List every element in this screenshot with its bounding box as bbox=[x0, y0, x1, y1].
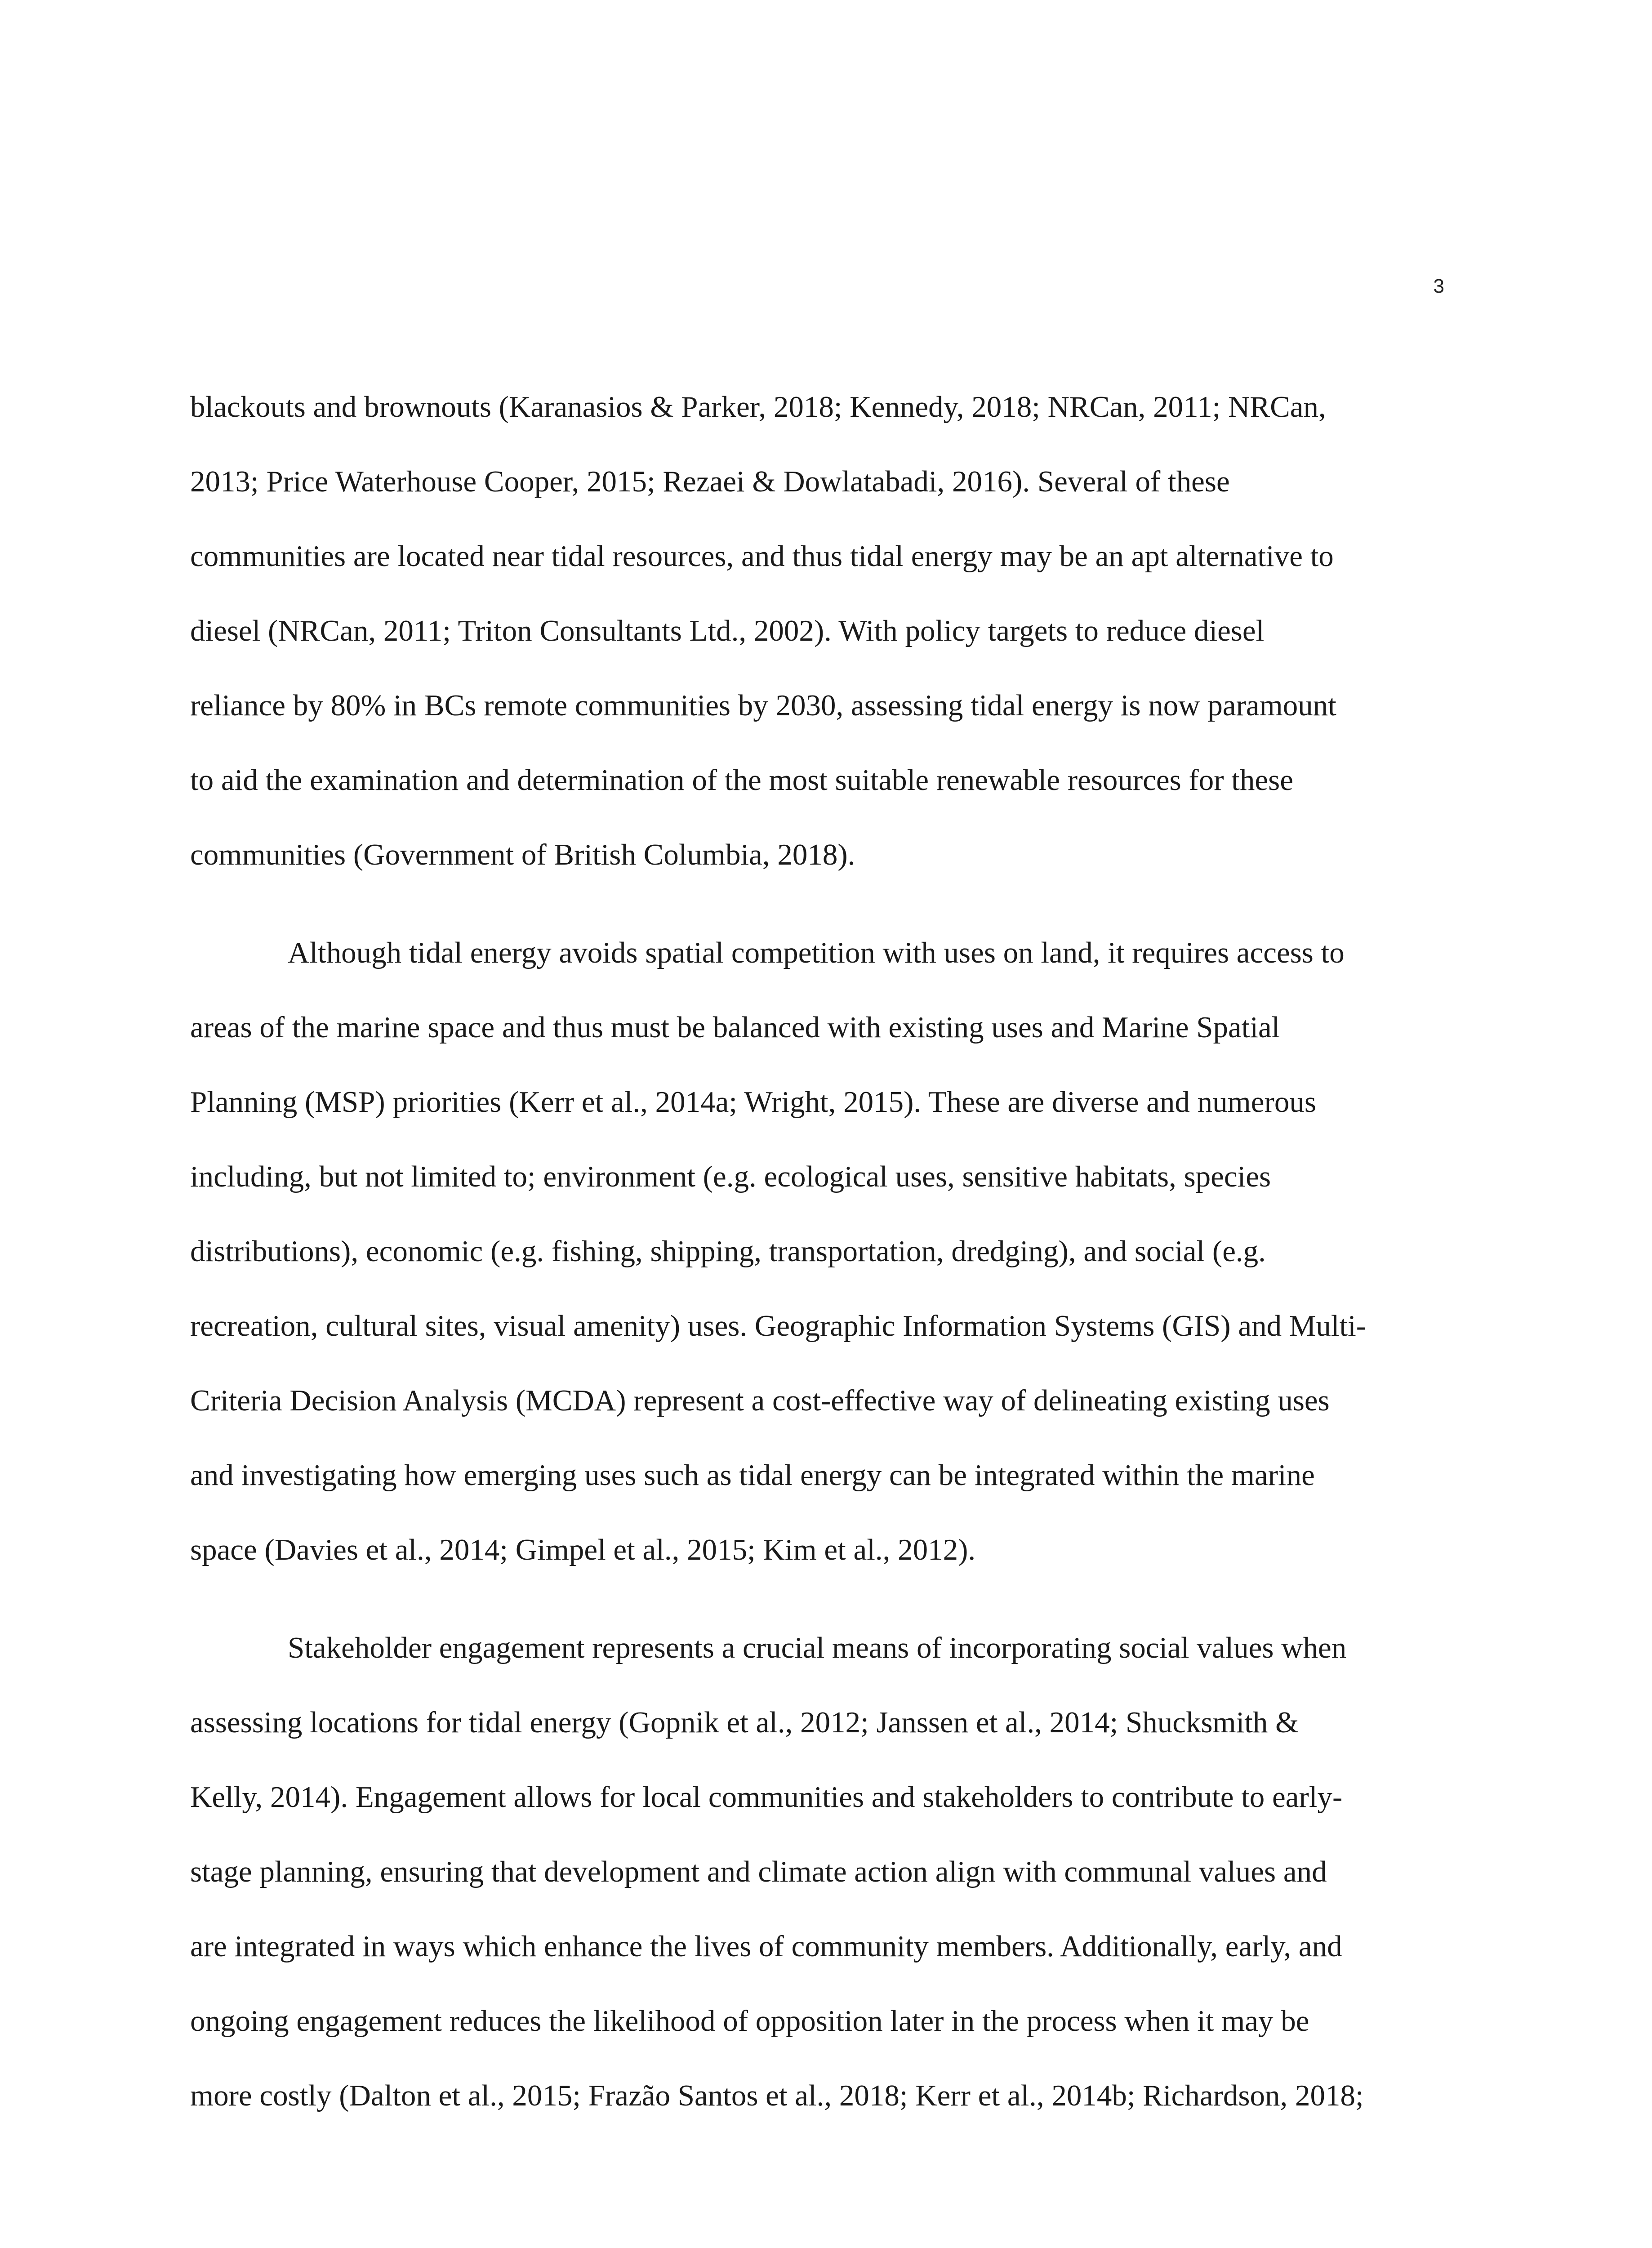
text-line: distributions), economic (e.g. fishing, shipping, transportation, dredging), and social (e.g. bbox=[190, 1235, 1266, 1268]
text-line: to aid the examination and determination of the most suitable renewable resources for these bbox=[190, 763, 1293, 797]
paragraph bbox=[190, 915, 1467, 1587]
paragraph-gap bbox=[190, 892, 1467, 915]
text-line: diesel (NRCan, 2011; Triton Consultants Ltd., 2002). With policy targets to reduce diesel bbox=[190, 614, 1265, 647]
text-line: recreation, cultural sites, visual amenity) uses. Geographic Information Systems (GIS) and Multi- bbox=[190, 1309, 1367, 1343]
text-line: more costly (Dalton et al., 2015; Frazão Santos et al., 2018; Kerr et al., 2014b; Richardson, 2018; bbox=[190, 2079, 1364, 2112]
paragraph bbox=[190, 370, 1467, 892]
text-line: 2013; Price Waterhouse Cooper, 2015; Rezaei & Dowlatabadi, 2016). Several of these bbox=[190, 465, 1230, 498]
text-line: are integrated in ways which enhance the lives of community members. Additionally, early, and bbox=[190, 1930, 1342, 1963]
text-line: blackouts and brownouts (Karanasios & Parker, 2018; Kennedy, 2018; NRCan, 2011; NRCan, bbox=[190, 390, 1326, 424]
paragraph bbox=[190, 1610, 1467, 2133]
text-line: Planning (MSP) priorities (Kerr et al., 2014a; Wright, 2015). These are diverse and numerous bbox=[190, 1085, 1316, 1119]
text-line: Although tidal energy avoids spatial competition with uses on land, it requires access to bbox=[288, 936, 1345, 969]
text-line: including, but not limited to; environment (e.g. ecological uses, sensitive habitats, species bbox=[190, 1160, 1271, 1193]
text-line: communities (Government of British Columbia, 2018). bbox=[190, 838, 855, 871]
text-line: Stakeholder engagement represents a crucial means of incorporating social values when bbox=[288, 1631, 1347, 1664]
text-line: space (Davies et al., 2014; Gimpel et al., 2015; Kim et al., 2012). bbox=[190, 1533, 976, 1566]
body-text bbox=[190, 370, 1467, 2133]
text-line: Kelly, 2014). Engagement allows for local communities and stakeholders to contribute to early- bbox=[190, 1780, 1343, 1814]
text-line: and investigating how emerging uses such as tidal energy can be integrated within the marine bbox=[190, 1459, 1315, 1492]
page-number: 3 bbox=[1433, 275, 1444, 297]
text-line: reliance by 80% in BCs remote communities by 2030, assessing tidal energy is now paramount bbox=[190, 689, 1336, 722]
text-line: ongoing engagement reduces the likelihood of opposition later in the process when it may be bbox=[190, 2004, 1309, 2038]
text-line: Criteria Decision Analysis (MCDA) represent a cost-effective way of delineating existing uses bbox=[190, 1384, 1330, 1417]
text-line: areas of the marine space and thus must be balanced with existing uses and Marine Spatial bbox=[190, 1011, 1280, 1044]
text-line: communities are located near tidal resources, and thus tidal energy may be an apt alternative to bbox=[190, 540, 1334, 573]
text-line: assessing locations for tidal energy (Gopnik et al., 2012; Janssen et al., 2014; Shucksmith & bbox=[190, 1706, 1299, 1739]
text-line: stage planning, ensuring that development and climate action align with communal values and bbox=[190, 1855, 1327, 1888]
paragraph-gap bbox=[190, 1587, 1467, 1610]
